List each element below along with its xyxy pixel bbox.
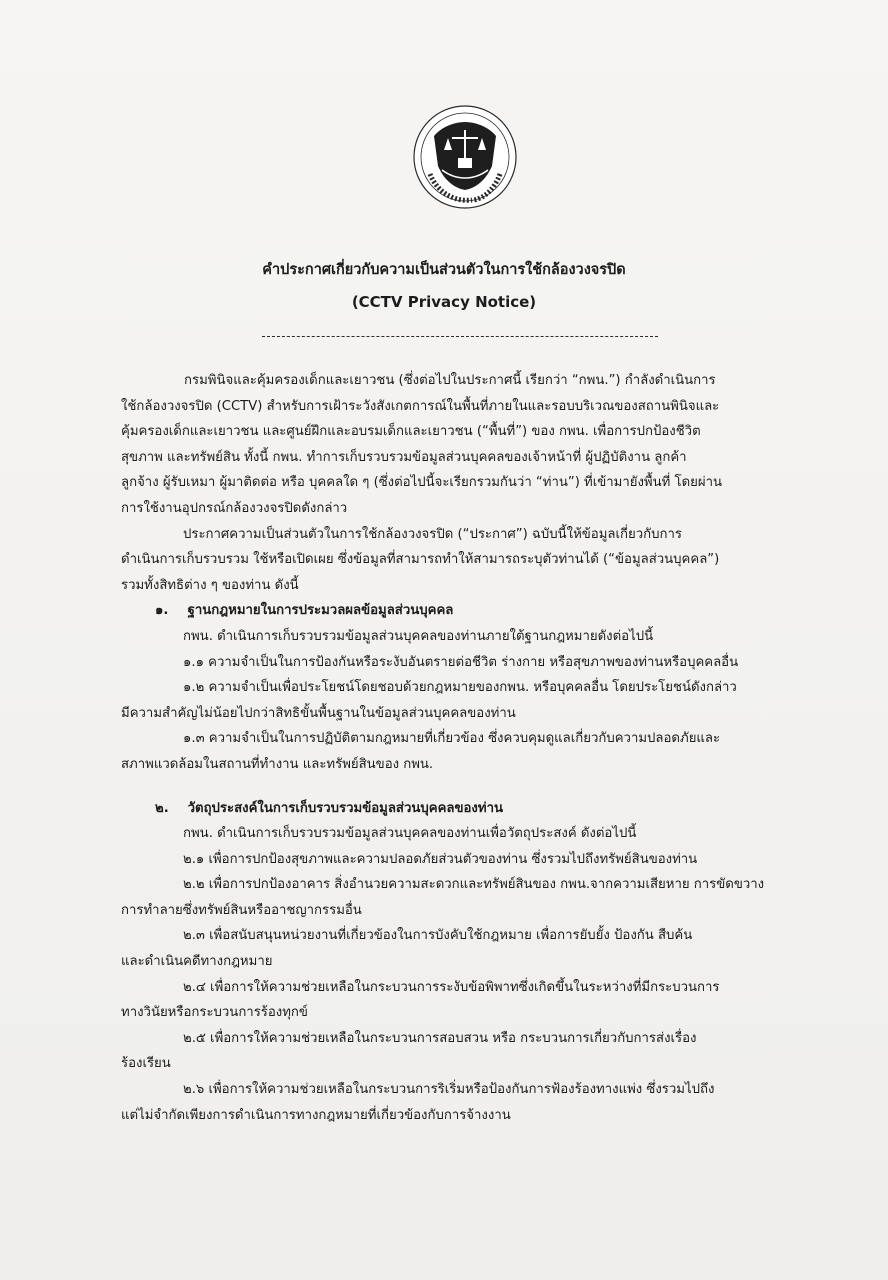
- list-item-continuation: การทำลายซึ่งทรัพย์สินหรืออาชญากรรมอื่น: [121, 902, 362, 918]
- list-item: ๒.๔ เพื่อการให้ความช่วยเหลือในกระบวนการระงับข้อพิพาทซึ่งเกิดขึ้นในระหว่างที่มีกระบวนการ: [183, 979, 720, 995]
- notice-line: ดำเนินการเก็บรวบรวม ใช้หรือเปิดเผย ซึ่งข้อมูลที่สามารถทำให้สามารถระบุตัวท่านได้ (“ข้อมูลส่วนบุคคล”): [121, 552, 720, 568]
- section-1-heading: [121, 598, 785, 624]
- list-item: ๑.๑ ความจำเป็นในการป้องกันหรือระงับอันตรายต่อชีวิต ร่างกาย หรือสุขภาพของท่านหรือบุคคลอื่น: [183, 654, 739, 670]
- section-title: วัตถุประสงค์ในการเก็บรวบรวมข้อมูลส่วนบุคคลของท่าน: [187, 800, 503, 816]
- list-item-continuation: สภาพแวดล้อมในสถานที่ทำงาน และทรัพย์สินของ กพน.: [121, 756, 434, 772]
- intro-line: สุขภาพ และทรัพย์สิน ทั้งนี้ กพน. ทำการเก็บรวบรวมข้อมูลส่วนบุคคลของเจ้าหน้าที่ ผู้ปฏิบัติงาน ลูกค้า: [121, 449, 687, 465]
- section-title: ฐานกฎหมายในการประมวลผลข้อมูลส่วนบุคคล: [187, 603, 454, 619]
- list-item-continuation: ทางวินัยหรือกระบวนการร้องทุกข์: [121, 1005, 308, 1021]
- list-item: ๒.๑ เพื่อการปกป้องสุขภาพและความปลอดภัยส่วนตัวของท่าน ซึ่งรวมไปถึงทรัพย์สินของท่าน: [183, 851, 698, 867]
- section-gap: [121, 778, 785, 796]
- section-number: ๑.: [155, 603, 169, 619]
- list-item-continuation: ร้องเรียน: [121, 1056, 171, 1072]
- divider-line: [262, 336, 658, 337]
- list-item: ๑.๒ ความจำเป็นเพื่อประโยชน์โดยชอบด้วยกฎหมายของกพน. หรือบุคคลอื่น โดยประโยชน์ดังกล่าว: [183, 680, 737, 696]
- intro-line: ลูกจ้าง ผู้รับเหมา ผู้มาติดต่อ หรือ บุคคลใด ๆ (ซึ่งต่อไปนี้จะเรียกรวมกันว่า “ท่าน”) ที่เข้ามายังพื้นที่ โดยผ่าน: [121, 475, 723, 491]
- notice-title-english: (CCTV Privacy Notice): [351, 293, 537, 311]
- list-item: ๒.๒ เพื่อการปกป้องอาคาร สิ่งอำนวยความสะดวกและทรัพย์สินของ กพน.จากความเสียหาย การขัดขวาง: [183, 877, 765, 893]
- list-item-continuation: มีความสำคัญไม่น้อยไปกว่าสิทธิขั้นพื้นฐานในข้อมูลส่วนบุคคลของท่าน: [121, 705, 516, 721]
- notice-title-thai: คำประกาศเกี่ยวกับความเป็นส่วนตัวในการใช้กล้องวงจรปิด: [262, 262, 626, 278]
- section-2-heading: [121, 796, 785, 822]
- list-item-continuation: และดำเนินคดีทางกฎหมาย: [121, 954, 273, 970]
- intro-line: การใช้งานอุปกรณ์กล้องวงจรปิดดังกล่าว: [121, 500, 348, 516]
- list-item: ๒.๖ เพื่อการให้ความช่วยเหลือในกระบวนการริเริ่มหรือป้องกันการฟ้องร้องทางแพ่ง ซึ่งรวมไปถึง: [183, 1082, 715, 1098]
- section-number: ๒.: [155, 800, 169, 816]
- notice-line: ประกาศความเป็นส่วนตัวในการใช้กล้องวงจรปิด (“ประกาศ”) ฉบับนี้ให้ข้อมูลเกี่ยวกับการ: [183, 526, 682, 542]
- list-item: ๒.๓ เพื่อสนับสนุนหน่วยงานที่เกี่ยวข้องในการบังคับใช้กฎหมาย เพื่อการยับยั้ง ป้องกัน สืบค้น: [183, 928, 693, 944]
- section-lead: กพน. ดำเนินการเก็บรวบรวมข้อมูลส่วนบุคคลของท่านเพื่อวัตถุประสงค์ ดังต่อไปนี้: [183, 826, 637, 842]
- list-item-continuation: แต่ไม่จำกัดเพียงการดำเนินการทางกฎหมายที่เกี่ยวข้องกับการจ้างงาน: [121, 1107, 511, 1123]
- notice-body: [121, 368, 785, 1128]
- intro-line: คุ้มครองเด็กและเยาวชน และศูนย์ฝึกและอบรมเด็กและเยาวชน (“พื้นที่”) ของ กพน. เพื่อการปกป้องชีวิต: [121, 424, 701, 440]
- intro-line: ใช้กล้องวงจรปิด (CCTV) สำหรับการเฝ้าระวังสังเกตการณ์ในพื้นที่ภายในและรอบบริเวณของสถานพินิจและ: [121, 398, 720, 414]
- notice-line: รวมทั้งสิทธิต่าง ๆ ของท่าน ดังนี้: [121, 577, 299, 593]
- intro-line: กรมพินิจและคุ้มครองเด็กและเยาวชน (ซึ่งต่อไปในประกาศนี้ เรียกว่า “กพน.”) กำลังดำเนินการ: [184, 373, 716, 388]
- list-item: ๒.๕ เพื่อการให้ความช่วยเหลือในกระบวนการสอบสวน หรือ กระบวนการเกี่ยวกับการส่งเรื่อง: [183, 1030, 697, 1046]
- list-item: ๑.๓ ความจำเป็นในการปฏิบัติตามกฎหมายที่เกี่ยวข้อง ซึ่งควบคุมดูแลเกี่ยวกับความปลอดภัยและ: [183, 731, 721, 747]
- section-lead: กพน. ดำเนินการเก็บรวบรวมข้อมูลส่วนบุคคลของท่านภายใต้ฐานกฎหมายดังต่อไปนี้: [183, 628, 654, 644]
- department-seal-icon: [412, 104, 518, 210]
